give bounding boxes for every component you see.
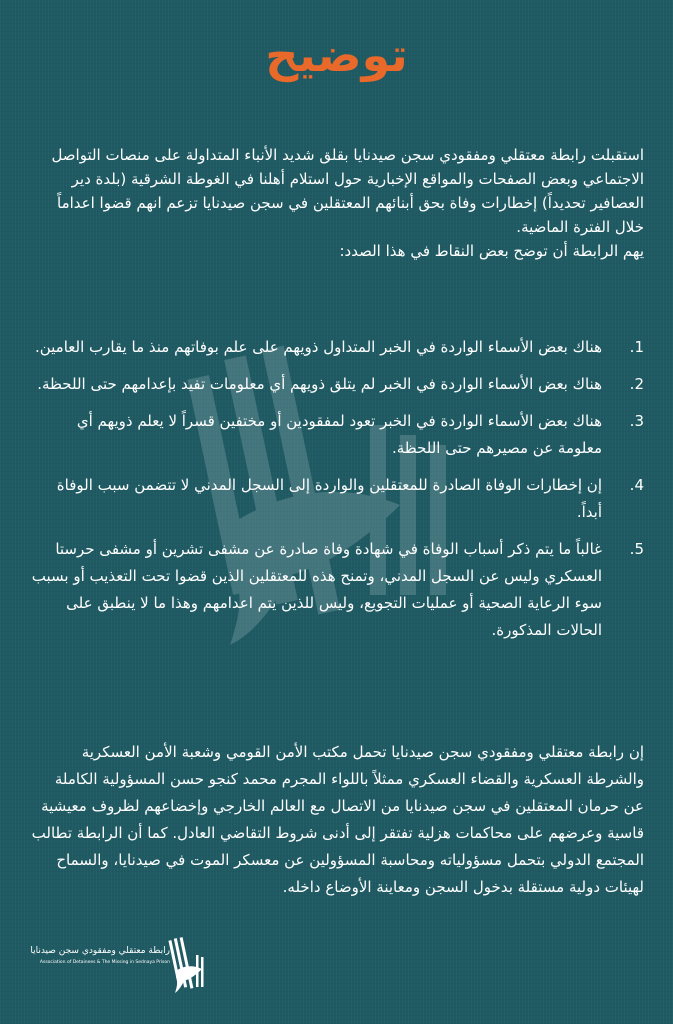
- points-list: [30, 334, 644, 654]
- logo-text: [30, 945, 170, 969]
- intro-section: [30, 143, 644, 263]
- item-number: 3.: [629, 412, 644, 430]
- item-number: 1.: [629, 338, 644, 356]
- logo-name-ar: رابطة معتقلي ومفقودي سجن صيدنايا: [30, 946, 170, 956]
- item-number: 4.: [629, 476, 644, 494]
- logo-name-en: Association of Detainees & The Missing in Sednaya Prison: [39, 960, 170, 965]
- list-item: [30, 371, 644, 398]
- item-number: 5.: [629, 540, 644, 558]
- intro-paragraph: استقبلت رابطة معتقلي ومفقودي سجن صيدنايا بقلق شديد الأنباء المتداولة على منصات التواصل الاجتماعي وبعض الصفحات والمواقع الإخبارية حول استلام أهلنا في الغوطة الشرقية (بلدة دير العصافير تحديداً) إخطارات وفاة بحق أبنائهم المعتقلين في سجن صيدنايا تزعم انهم قضوا اعداماً خلال الفترة الماضية.: [51, 146, 644, 236]
- association-logo: [30, 935, 205, 1005]
- item-text: غالباً ما يتم ذكر أسباب الوفاة في شهادة وفاة صادرة عن مشفى تشرين أو مشفى حرستا العسكري وليس عن السجل المدني، وتمنح هذه للمعتقلين الذين قضوا تحت التعذيب أو بسبب سوء الرعاية الصحية أو عمليات التجويع، وليس للذين يتم اعدامهم وهذا ما لا ينطبق على الحالات المذكورة.: [31, 540, 602, 639]
- conclusion-paragraph: إن رابطة معتقلي ومفقودي سجن صيدنايا تحمل مكتب الأمن القومي وشعبة الأمن العسكرية والشرطة العسكرية والقضاء العسكري ممثلاً باللواء المجرم محمد كنجو حسن المسؤولية الكاملة عن حرمان المعتقلين في سجن صيدنايا من الاتصال مع العالم الخارجي وإخضاعهم لظروف معيشية قاسية وعرضهم على محاكمات هزلية تفتقر إلى أدنى شروط التقاضي العادل. كما أن الرابطة تطالب المجتمع الدولي بتحمل مسؤولياته ومحاسبة المسؤولين عن معسكر الموت في صيدنايا، والسماح لهيئات دولية مستقلة بدخول السجن ومعاينة الأوضاع داخله.: [31, 743, 644, 896]
- dove-bars-logo-icon: [168, 935, 208, 995]
- list-item: [30, 536, 644, 644]
- item-text: هناك بعض الأسماء الواردة في الخبر المتداول ذويهم على علم بوفاتهم منذ ما يقارب العامين.: [34, 338, 602, 356]
- item-text: هناك بعض الأسماء الواردة في الخبر تعود لمفقودين أو مختفين قسراً لا يعلم ذويهم أي معلومة عن مصيرهم حتى اللحظة.: [76, 412, 602, 457]
- page-title: توضيح: [265, 28, 408, 82]
- list-item: [30, 334, 644, 361]
- list-item: [30, 472, 644, 526]
- intro-lead: يهم الرابطة أن توضح بعض النقاط في هذا الصدد:: [339, 242, 644, 260]
- list-item: [30, 408, 644, 462]
- item-text: إن إخطارات الوفاة الصادرة للمعتقلين والواردة إلى السجل المدني لا تتضمن سبب الوفاة أبداً.: [56, 476, 602, 521]
- item-text: هناك بعض الأسماء الواردة في الخبر لم يتلق ذويهم أي معلومات تفيد بإعدامهم حتى اللحظة.: [37, 375, 602, 393]
- item-number: 2.: [629, 375, 644, 393]
